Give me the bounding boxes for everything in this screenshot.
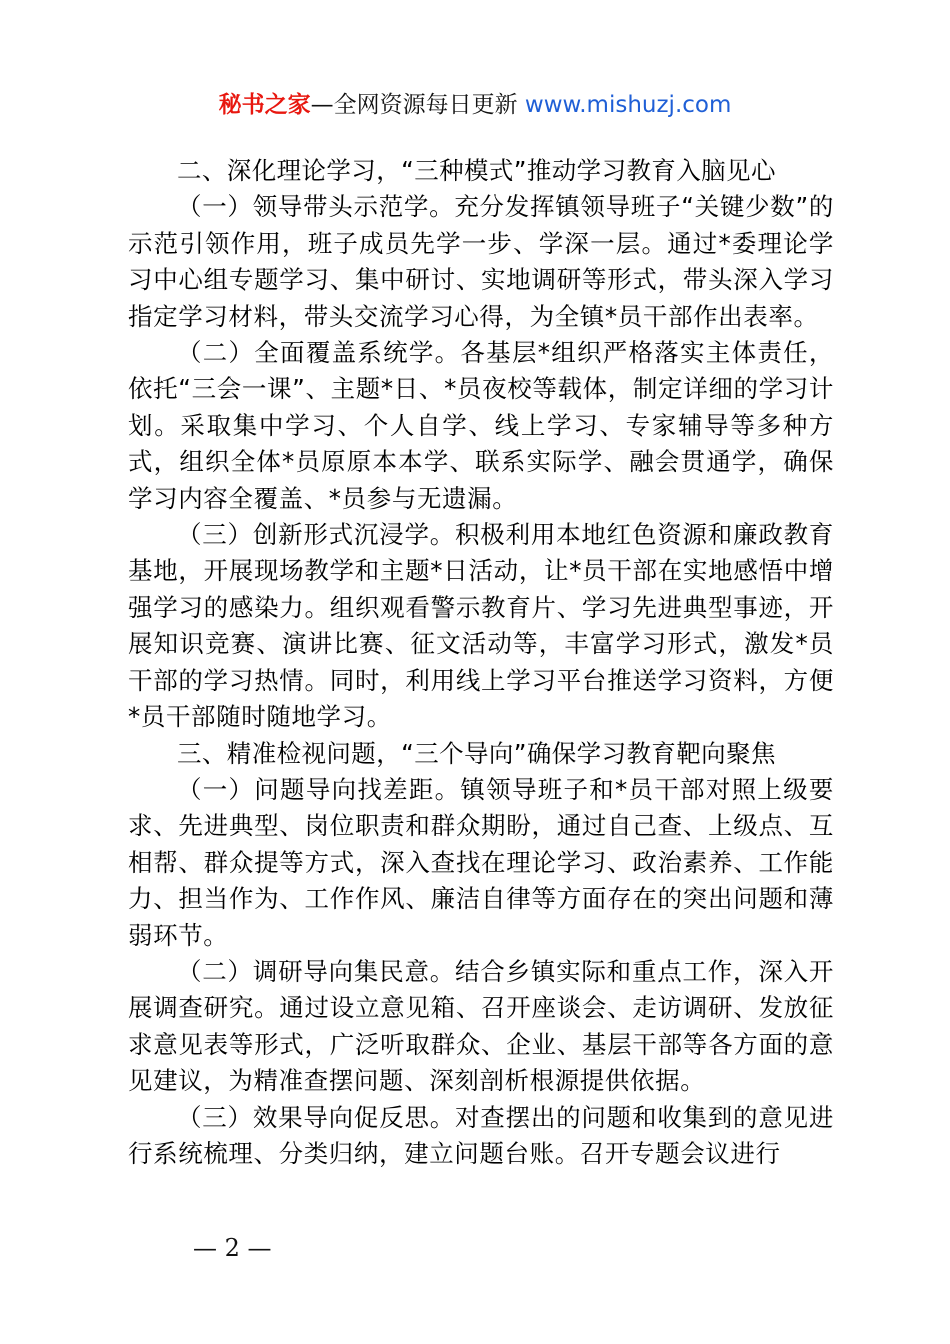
paragraph-3-1: （一）问题导向找差距。镇领导班子和*员干部对照上级要求、先进典型、岗位职责和群众期盼，通过自己查、上级点、互相帮、群众提等方式，深入查找在理论学习、政治素养、工作能力、担当作为、工作作风、廉洁自律等方面存在的突出问题和薄弱环节。	[128, 774, 834, 950]
page-number: — 2 —	[193, 1234, 272, 1262]
section-heading-3: 三、精准检视问题，“三个导向”确保学习教育靶向聚焦	[177, 738, 776, 768]
banner-url[interactable]: www.mishuzj.com	[524, 92, 732, 118]
paragraph-3-2: （二）调研导向集民意。结合乡镇实际和重点工作，深入开展调查研究。通过设立意见箱、召开座谈会、走访调研、发放征求意见表等形式，广泛听取群众、企业、基层干部等各方面的意见建议，为精准查摆问题、深刻剖析根源提供依据。	[128, 956, 834, 1096]
paragraph-2-1: （一）领导带头示范学。充分发挥镇领导班子“关键少数”的示范引领作用，班子成员先学一步、学深一层。通过*委理论学习中心组专题学习、集中研讨、实地调研等形式，带头深入学习指定学习材料，带头交流学习心得，为全镇*员干部作出表率。	[128, 192, 834, 331]
paragraph-2-3: （三）创新形式沉浸学。积极利用本地红色资源和廉政教育基地，开展现场教学和主题*日活动，让*员干部在实地感悟中增强学习的感染力。组织观看警示教育片、学习先进典型事迹，开展知识竞赛、演讲比赛、征文活动等，丰富学习形式，激发*员干部的学习热情。同时，利用线上学习平台推送学习资料，方便*员干部随时随地学习。	[128, 520, 834, 732]
site-banner	[0, 88, 950, 122]
document-body	[128, 153, 834, 1172]
paragraph-2-2: （二）全面覆盖系统学。各基层*组织严格落实主体责任，依托“三会一课”、主题*日、*员夜校等载体，制定详细的学习计划。采取集中学习、个人自学、线上学习、专家辅导等多种方式，组织全体*员原原本本学、联系实际学、融会贯通学，确保学习内容全覆盖、*员参与无遗漏。	[128, 338, 834, 513]
paragraph-3-3: （三）效果导向促反思。对查摆出的问题和收集到的意见进行系统梳理、分类归纳，建立问题台账。召开专题会议进行	[128, 1102, 834, 1168]
section-heading-2: 二、深化理论学习，“三种模式”推动学习教育入脑见心	[177, 156, 776, 185]
banner-brand: 秘书之家	[218, 92, 311, 118]
banner-tagline: —全网资源每日更新	[310, 92, 525, 118]
